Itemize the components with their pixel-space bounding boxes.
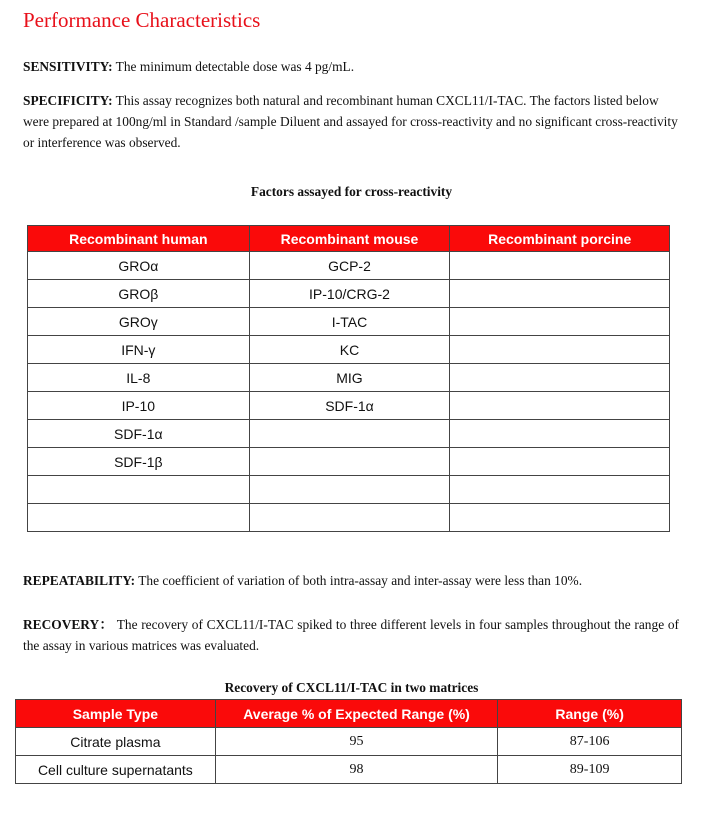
table-cell (450, 448, 670, 476)
table-cell (450, 308, 670, 336)
table-row (28, 364, 670, 392)
page-title: Performance Characteristics (23, 8, 261, 32)
table-cell: MIG (249, 364, 450, 392)
sensitivity-label: SENSITIVITY: (23, 59, 113, 74)
table-cell: SDF-1α (249, 392, 450, 420)
table-row (16, 728, 682, 756)
table-cell (450, 420, 670, 448)
recovery-label: RECOVERY： (23, 617, 114, 632)
recovery-table-header-row (16, 700, 682, 728)
table-cell (450, 364, 670, 392)
specificity-label: SPECIFICITY: (23, 93, 113, 108)
table-cell: GROα (28, 252, 250, 280)
recovery-text: The recovery of CXCL11/I-TAC spiked to three different levels in four samples throughout the range of the assay in various matrices was evaluated. (23, 617, 679, 653)
table-cell (450, 280, 670, 308)
recovery-table-caption: Recovery of CXCL11/I-TAC in two matrices (224, 680, 479, 695)
table-cell: 95 (215, 728, 498, 756)
table-cell (450, 504, 670, 532)
table-cell: 89-109 (498, 756, 682, 784)
table-cell (249, 420, 450, 448)
table-cell (450, 476, 670, 504)
table-row (16, 756, 682, 784)
repeatability-paragraph (23, 570, 679, 591)
table-cell (450, 392, 670, 420)
table-row (28, 420, 670, 448)
table-cell: SDF-1α (28, 420, 250, 448)
table-cell: IFN-γ (28, 336, 250, 364)
table-row (28, 308, 670, 336)
specificity-text: This assay recognizes both natural and recombinant human CXCL11/I-TAC. The factors listed below were prepared at 100ng/ml in Standard /sample Diluent and assayed for cross-reactivity and no significant cross-reactivity or interference was observed. (23, 93, 678, 150)
specificity-paragraph (23, 90, 679, 153)
table-cell (450, 252, 670, 280)
table-cell (28, 504, 250, 532)
table-cell: GROγ (28, 308, 250, 336)
table-cell (249, 448, 450, 476)
recovery-paragraph (23, 614, 679, 656)
sensitivity-text: The minimum detectable dose was 4 pg/mL. (112, 59, 355, 74)
table-row (28, 336, 670, 364)
table-cell: IP-10/CRG-2 (249, 280, 450, 308)
cross-table-caption: Factors assayed for cross-reactivity (250, 184, 453, 199)
header-recombinant-porcine: Recombinant porcine (450, 226, 670, 252)
table-cell: IL-8 (28, 364, 250, 392)
sensitivity-paragraph (23, 56, 679, 77)
table-cell: SDF-1β (28, 448, 250, 476)
table-cell: GROβ (28, 280, 250, 308)
table-cell: IP-10 (28, 392, 250, 420)
table-cell: I-TAC (249, 308, 450, 336)
table-cell: Cell culture supernatants (16, 756, 216, 784)
table-row (28, 252, 670, 280)
header-recombinant-human: Recombinant human (28, 226, 250, 252)
table-cell: GCP-2 (249, 252, 450, 280)
table-row (28, 392, 670, 420)
table-row (28, 476, 670, 504)
table-cell (249, 504, 450, 532)
table-row (28, 448, 670, 476)
repeatability-label: REPEATABILITY: (23, 573, 136, 588)
header-average-expected: Average % of Expected Range (%) (215, 700, 498, 728)
table-cell (450, 336, 670, 364)
recovery-table (15, 699, 682, 784)
header-range: Range (%) (498, 700, 682, 728)
cross-reactivity-table (27, 225, 670, 532)
header-sample-type: Sample Type (16, 700, 216, 728)
table-cell (249, 476, 450, 504)
repeatability-text: The coefficient of variation of both intra-assay and inter-assay were less than 10%. (135, 573, 583, 588)
table-cell (28, 476, 250, 504)
table-cell: 87-106 (498, 728, 682, 756)
table-row (28, 280, 670, 308)
table-cell: Citrate plasma (16, 728, 216, 756)
header-recombinant-mouse: Recombinant mouse (249, 226, 450, 252)
cross-table-header-row (28, 226, 670, 252)
table-cell: KC (249, 336, 450, 364)
table-row (28, 504, 670, 532)
table-cell: 98 (215, 756, 498, 784)
